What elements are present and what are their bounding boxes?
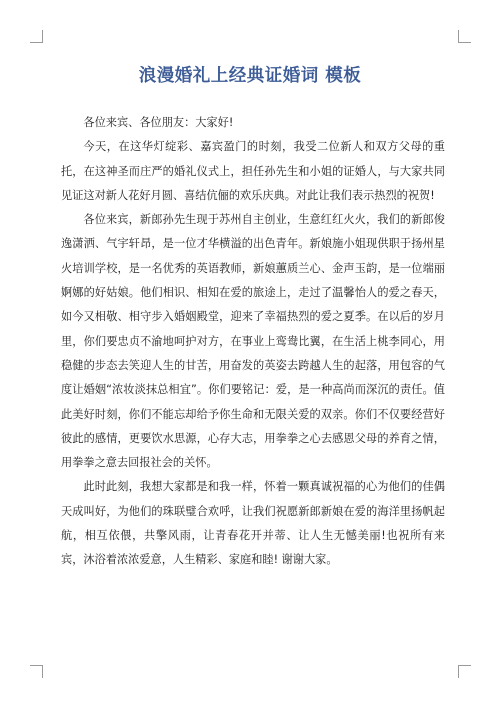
document-title: 浪漫婚礼上经典证婚词 模板 [138, 66, 362, 86]
crop-mark-bottom-right [458, 665, 471, 678]
crop-mark-top-left [30, 30, 43, 43]
crop-mark-top-right [458, 30, 471, 43]
greeting-paragraph: 各位来宾、各位朋友：大家好! [83, 116, 234, 129]
couple-introduction-paragraph: 各位来宾，新郎孙先生现于苏州自主创业，生意红红火火，我们的新郎俊逸潇洒、气宇轩昂，是一位才华横溢的出色青年。新娘施小姐现供职于扬州星火培训学校，是一名优秀的英语教师，新娘蕙质兰心、金声玉韵，是一位端丽婀娜的好姑娘。他们相识、相知在爱的旅途上，走过了温馨怡人的爱之春天，如今又相敬、相守步入婚姻殿堂，迎来了幸福热烈的爱之夏季。在以后的岁月里，你们要忠贞不渝地呵护对方，在事业上鸾鸯比翼，在生活上桃李同心，用稳健的步态去笑迎人生的甘苦，用奋发的英姿去跨越人生的起落，用包容的气度让婚姻“浓妆淡抹总相宜”。你们要铭记：爱，是一种高尚而深沉的责任。值此美好时刻，你们不能忘却给予你生命和无限关爱的双亲。你们不仅要经营好彼此的感情，更要饮水思源，心存大志，用拳拳之心去感恩父母的养育之情，用拳拳之意去回报社会的关怀。 [61, 213, 445, 470]
document-body [61, 111, 445, 573]
opening-paragraph: 今天，在这华灯绽彩、嘉宾盈门的时刻，我受二位新人和双方父母的重托，在这神圣而庄严的婚礼仪式上，担任孙先生和小姐的证婚人，与大家共同见证这对新人花好月圆、喜结伉俪的欢乐庆典。对此让我们表示热烈的祝贺! [61, 140, 445, 202]
crop-mark-bottom-left [30, 665, 43, 678]
closing-blessing-paragraph: 此时此刻，我想大家都是和我一样，怀着一颗真诚祝福的心为他们的佳偶天成叫好，为他们的珠联璧合欢呼，让我们祝愿新郎新娘在爱的海洋里扬帆起航，相互依偎，共擎风雨，让青春花开并蒂、让人生无憾美丽!也祝所有来宾，沐浴着浓浓爱意，人生精彩、家庭和睦! 谢谢大家。 [61, 480, 445, 567]
